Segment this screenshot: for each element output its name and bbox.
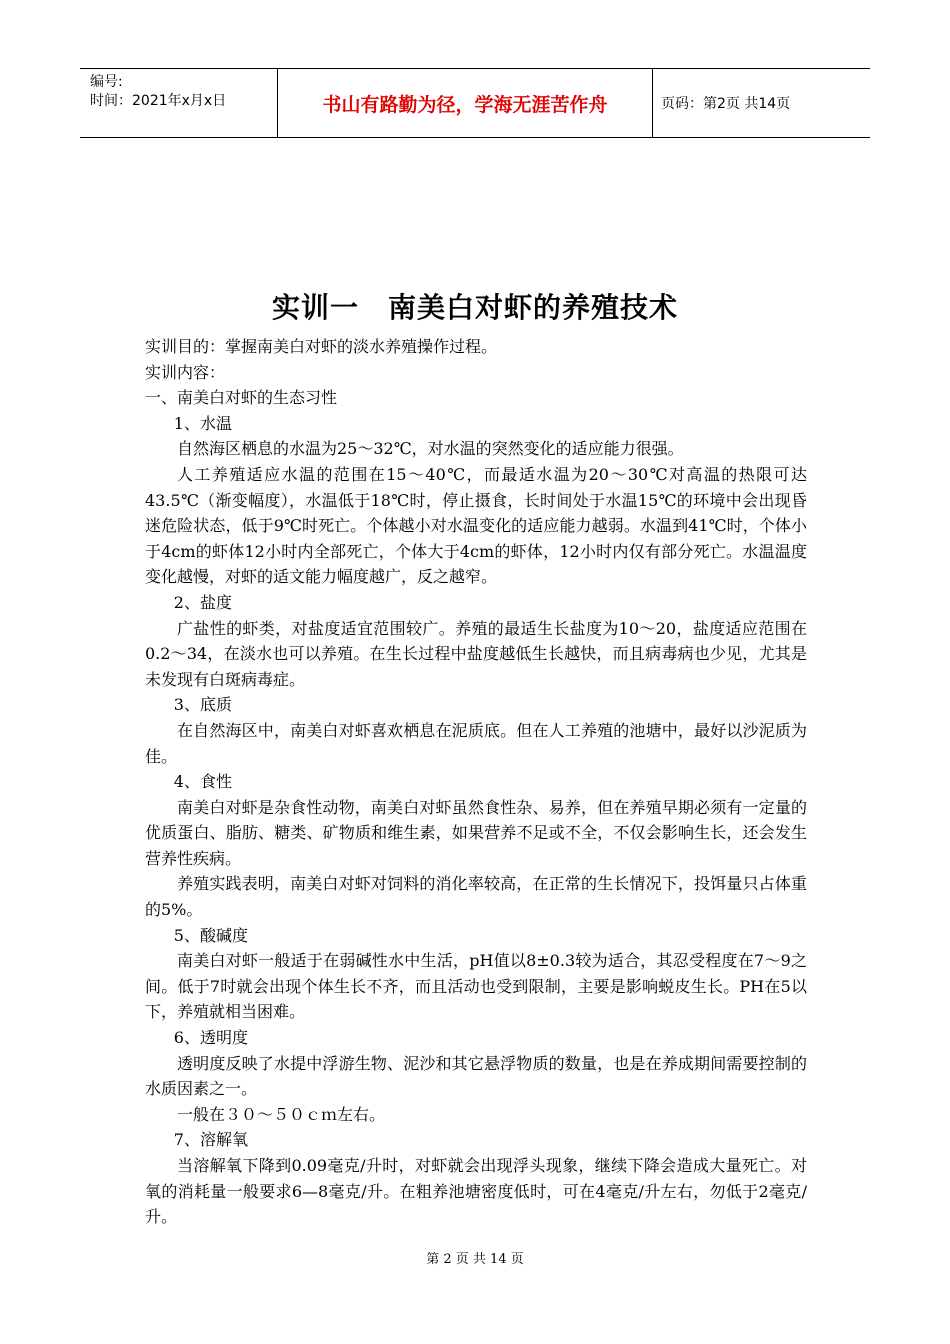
time-label: 时间：2021年x月x日: [90, 93, 227, 109]
paragraph: 当溶解氧下降到0.09毫克/升时，对虾就会出现浮头现象，继续下降会造成大量死亡。对氧的消耗量一般要求6—8毫克/升。在粗养池塘密度低时，可在4毫克/升左右，勿低于2毫克/升。: [145, 1156, 807, 1227]
paragraph: 南美白对虾一般适于在弱碱性水中生活，pH值以8±0.3较为适合，其忍受程度在7～9之间。低于7时就会出现个体生长不齐，而且活动也受到限制，主要是影响蜕皮生长。PH在5以下，养殖就相当困难。: [145, 951, 807, 1022]
paragraph: 南美白对虾是杂食性动物，南美白对虾虽然食性杂、易养，但在养殖早期必须有一定量的优质蛋白、脂肪、糖类、矿物质和维生素，如果营养不足或不全，不仅会影响生长，还会发生营养性疾病。: [145, 797, 807, 868]
paragraph: 养殖实践表明，南美白对虾对饲料的消化率较高，在正常的生长情况下，投饵量只占体重的5%。: [145, 874, 807, 920]
paragraph: 广盐性的虾类，对盐度适宜范围较广。养殖的最适生长盐度为10～20，盐度适应范围在0.2～34，在淡水也可以养殖。在生长过程中盐度越低生长越快，而且病毒病也少见，尤其是未发现有白斑病毒症。: [145, 618, 807, 689]
item-heading: 7、溶解氧: [173, 1130, 248, 1150]
item-heading: 6、透明度: [173, 1028, 248, 1048]
item-heading: 5、酸碱度: [173, 925, 248, 945]
paragraph: 一般在３０～５０ｃｍ左右。: [177, 1104, 386, 1124]
header-table: [80, 68, 870, 138]
header-page-code: 页码：第2页 共14页: [661, 96, 791, 112]
paragraph: 在自然海区中，南美白对虾喜欢栖息在泥质底。但在人工养殖的池塘中，最好以沙泥质为佳。: [145, 720, 807, 766]
header-motto: 书山有路勤为径，学海无涯苦作舟: [278, 69, 653, 137]
content-label: 实训内容：: [145, 362, 226, 382]
number-label: 编号:: [90, 74, 123, 90]
paragraph: 自然海区栖息的水温为25～32℃，对水温的突然变化的适应能力很强。: [177, 439, 684, 459]
purpose-line: 实训目的：掌握南美白对虾的淡水养殖操作过程。: [145, 337, 498, 356]
paragraph: 透明度反映了水提中浮游生物、泥沙和其它悬浮物质的数量，也是在养成期间需要控制的水质因素之一。: [145, 1053, 807, 1099]
item-heading: 2、盐度: [173, 592, 232, 612]
section-heading: 一、南美白对虾的生态习性: [145, 388, 338, 408]
header-meta: [80, 69, 278, 137]
page-footer: 第 2 页 共 14 页: [426, 1252, 524, 1267]
document-body: [145, 334, 807, 1230]
item-heading: 1、水温: [173, 413, 232, 433]
item-heading: 4、食性: [173, 772, 232, 792]
item-heading: 3、底质: [173, 695, 232, 715]
document-title: 实训一 南美白对虾的养殖技术: [271, 291, 678, 324]
paragraph: 人工养殖适应水温的范围在15～40℃，而最适水温为20～30℃对高温的热限可达43.5℃（渐变幅度），水温低于18℃时，停止摄食，长时间处于水温15℃的环境中会出现昏迷危险状态，低于9℃时死亡。个体越小对水温变化的适应能力越弱。水温到41℃时，个体小于4cm的虾体12小时内全部死亡，个体大于4cm的虾体，12小时内仅有部分死亡。水温温度变化越慢，对虾的适文能力幅度越广，反之越窄。: [145, 464, 807, 587]
